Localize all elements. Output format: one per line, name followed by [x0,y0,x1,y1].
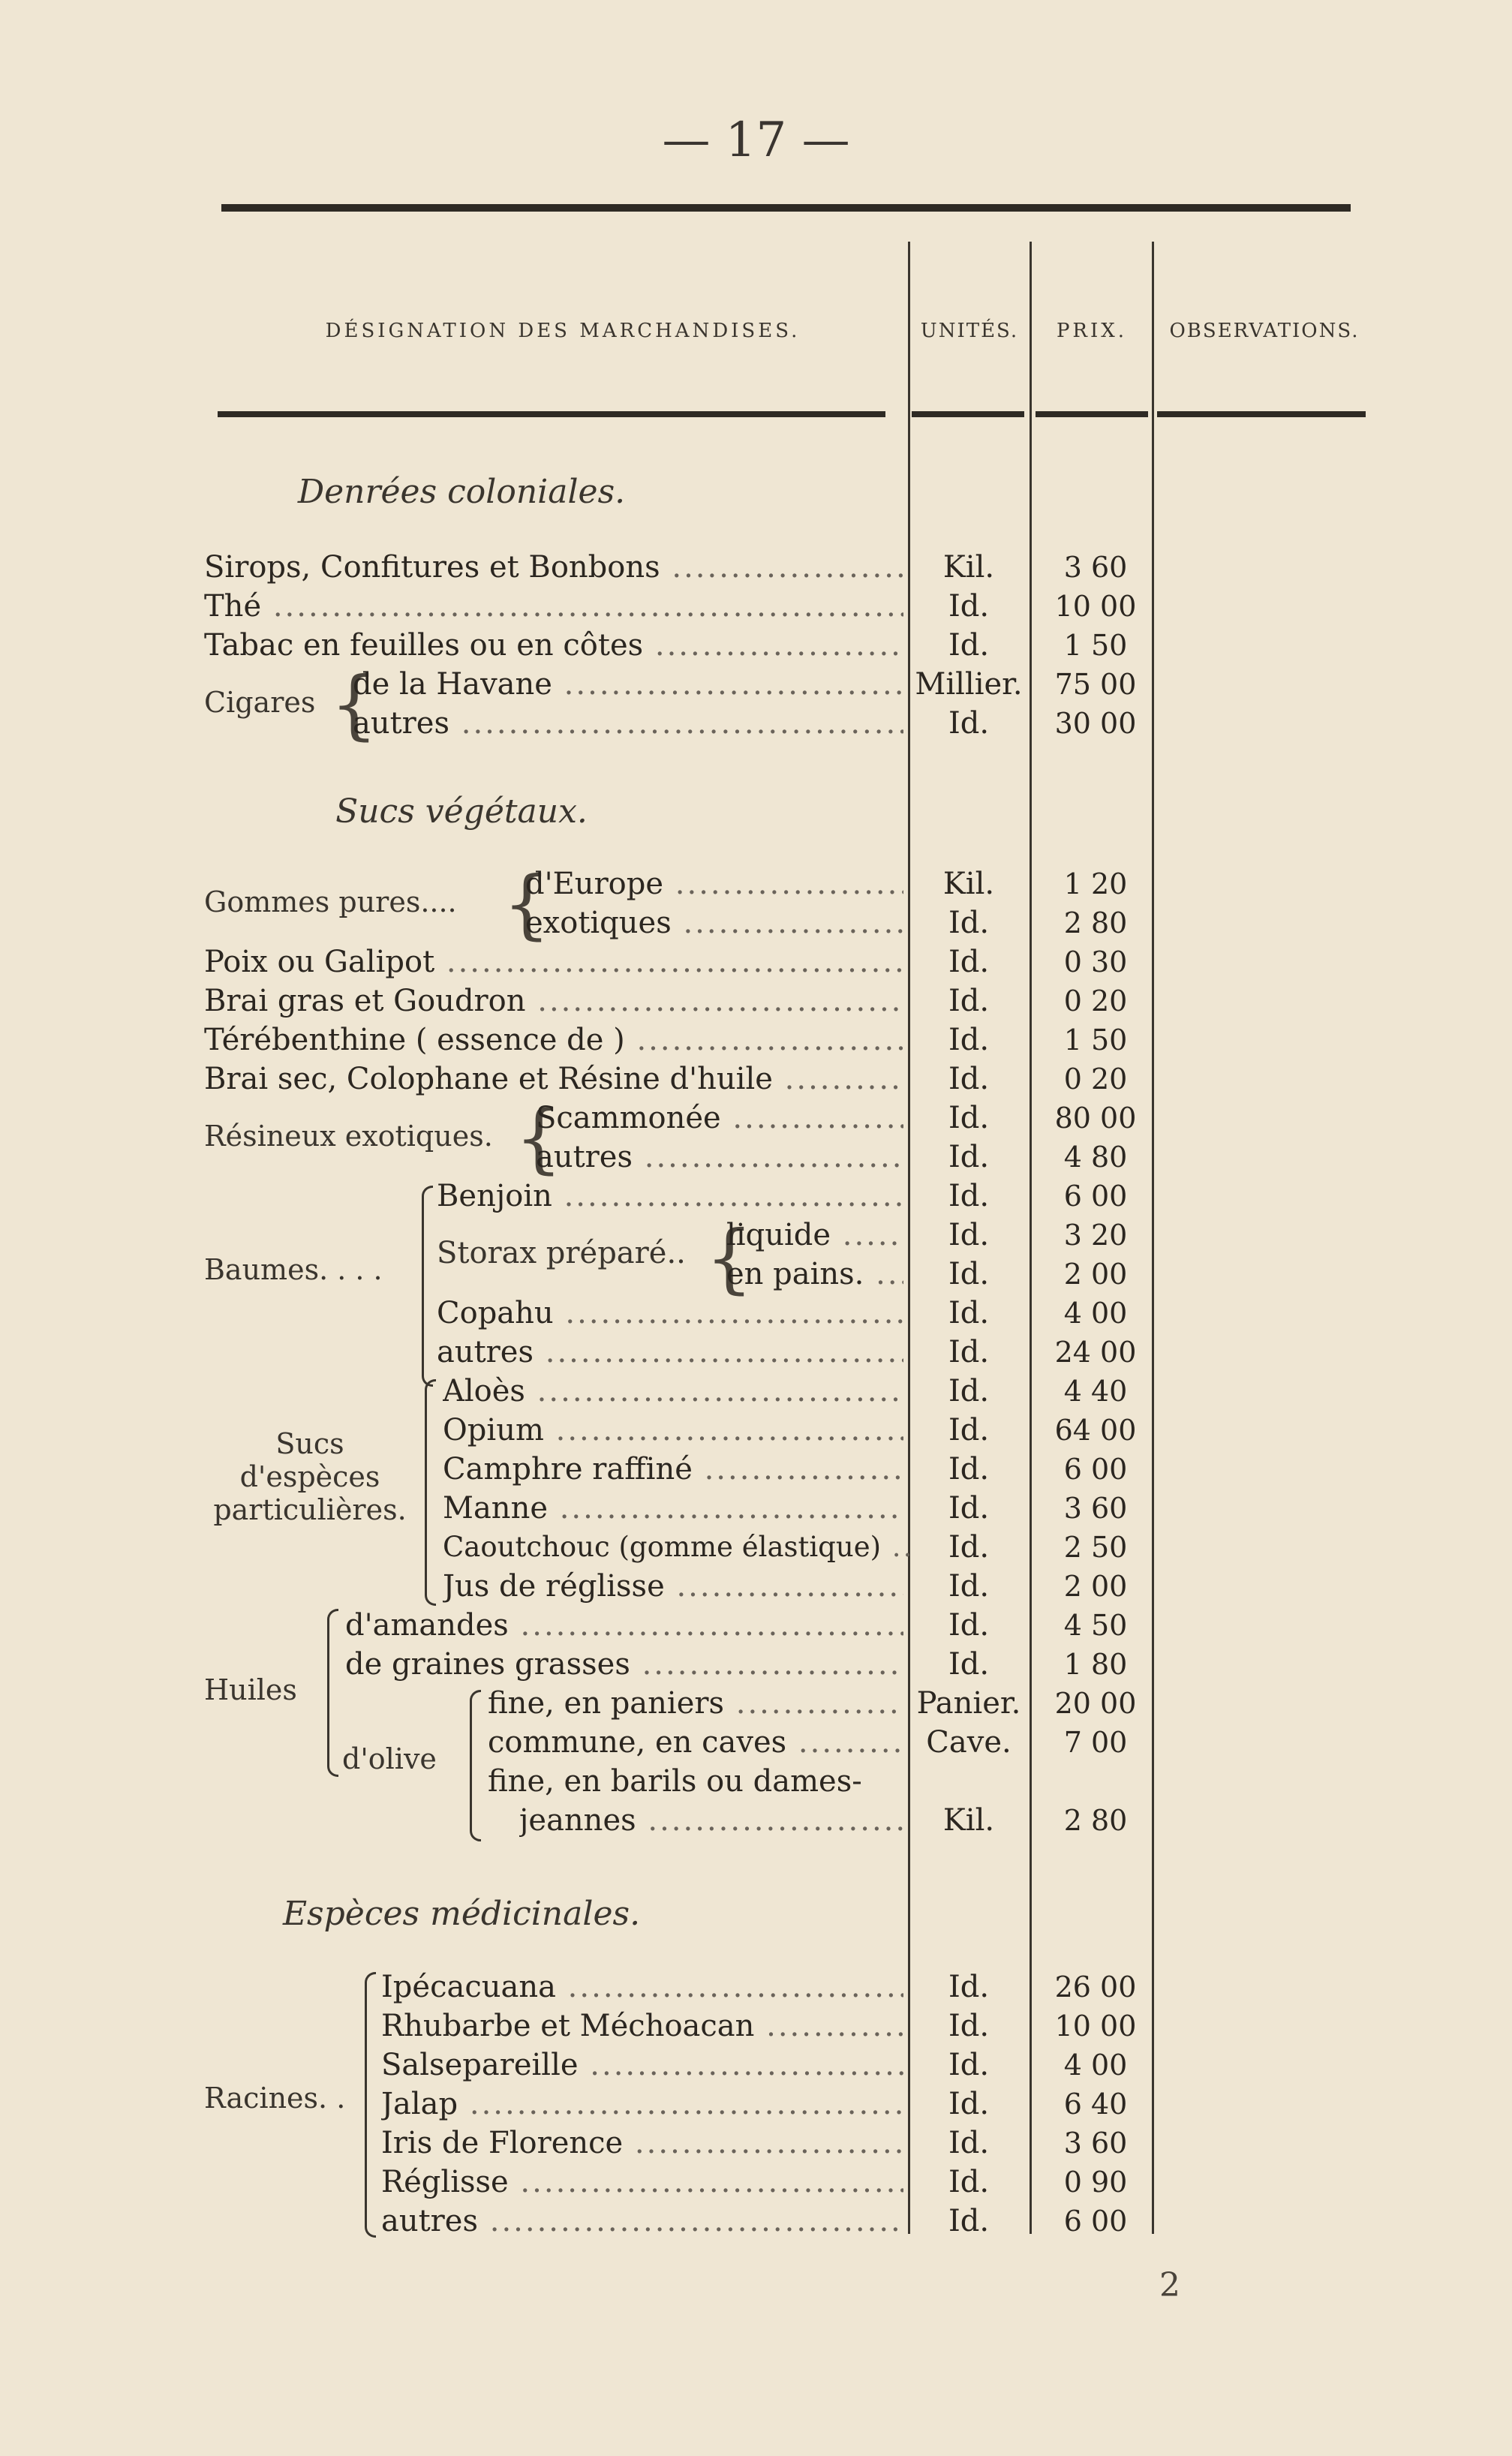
table-row [0,548,1159,587]
table-row [0,1021,1159,1060]
row-unit: Id. [948,1179,990,1213]
row-unit: Id. [948,2126,990,2160]
row-unit: Id. [948,906,990,940]
row-price: 6 00 [1063,1453,1128,1486]
row-unit: Id. [948,1218,990,1252]
table-row [0,1968,1159,2007]
row-unit: Id. [948,589,990,624]
row-price: 24 00 [1054,1336,1137,1369]
row-label: en pains. ..... [726,1255,903,1294]
row-price: 75 00 [1054,668,1137,701]
header-rule-unites [912,411,1024,417]
row-unit: Kil. [942,867,995,901]
table-row [0,1450,1159,1489]
row-label: d'amandes ..... [345,1606,903,1645]
row-price: 0 20 [1063,985,1128,1018]
brace-gommes: { [503,860,551,948]
table-row [0,626,1159,665]
brace-cigares: { [330,660,378,748]
row-price: 2 50 [1063,1531,1128,1564]
row-price: 0 20 [1063,1063,1128,1096]
row-label: Térébenthine ( essence de ) ..... [204,1021,903,1060]
row-unit: Id. [948,1491,990,1526]
group-huiles: Huiles [204,1673,297,1706]
group-olive: d'olive [342,1742,437,1775]
row-label: Caoutchouc (gomme élastique) ..... [443,1528,909,1567]
table-row [0,1099,1159,1138]
brace-storax: { [705,1214,753,1302]
row-price: 3 60 [1063,551,1128,584]
row-label: Tabac en feuilles ou en côtes ..... [204,626,903,665]
group-resineux: Résineux exotiques. [204,1120,493,1153]
row-label: Sirops, Confitures et Bonbons ..... [204,548,903,587]
row-price: 2 80 [1063,1804,1128,1837]
row-price: 2 80 [1063,906,1128,939]
header-observations: OBSERVATIONS. [1169,320,1360,342]
row-label: de graines grasses ..... [345,1645,903,1684]
row-unit: Id. [948,2165,990,2199]
row-price: 0 30 [1063,945,1128,978]
row-price: 26 00 [1054,1971,1137,2004]
row-unit: Id. [948,2204,990,2238]
row-price: 0 90 [1063,2166,1128,2199]
row-unit: Id. [948,1374,990,1408]
group-racines: Racines. . [204,2082,346,2115]
group-gommes: Gommes pures.... [204,885,457,918]
group-cigares: Cigares [204,686,316,719]
row-unit: Id. [948,1452,990,1487]
row-label: Opium ..... [443,1411,903,1450]
table-row [0,864,1159,903]
row-price: 4 50 [1063,1609,1128,1642]
header-rule-designation [218,411,885,417]
section-vegetaux: Sucs végétaux. [335,792,588,831]
row-unit: Id. [948,1257,990,1291]
row-label: Salsepareille ..... [381,2046,903,2085]
row-price: 1 20 [1063,867,1128,900]
page-number: — 17 — [662,113,850,168]
table-row [0,1138,1159,1177]
row-label: autres ..... [536,1138,903,1177]
group-storax: Storax préparé.. [437,1236,686,1270]
row-unit: Id. [948,984,990,1018]
table-row [0,1723,1159,1762]
table-row [0,2202,1159,2241]
row-label: Brai gras et Goudron ..... [204,981,903,1021]
table-row [0,942,1159,981]
signature-mark: 2 [1159,2266,1180,2304]
table-row [0,1801,1159,1840]
table-row [0,1216,1159,1255]
row-price: 30 00 [1054,707,1137,740]
row-label: Thé ..... [204,587,903,626]
row-unit: Millier. [915,667,1023,702]
table-row [0,1372,1159,1411]
row-unit: Id. [948,1023,990,1057]
row-label: Scammonée ..... [536,1099,903,1138]
header-rule-prix [1036,411,1148,417]
table-row [0,587,1159,626]
row-unit: Id. [948,1101,990,1135]
table-row [0,903,1159,942]
row-unit: Id. [948,1569,990,1604]
row-price: 4 00 [1063,2049,1128,2082]
row-price: 1 50 [1063,629,1128,662]
group-sucs: Sucs d'espèces particulières. [213,1427,407,1526]
row-label: Camphre raffiné ..... [443,1450,903,1489]
row-unit: Id. [948,628,990,663]
table-row [0,1294,1159,1333]
row-price: 10 00 [1054,590,1137,623]
header-rule-observations [1157,411,1366,417]
table-row [0,1762,1159,1801]
row-price: 6 40 [1063,2088,1128,2121]
table-row [0,665,1159,704]
row-label: Ipécacuana ..... [381,1968,903,2007]
row-unit: Id. [948,2009,990,2043]
table-row [0,1645,1159,1684]
row-label: Rhubarbe et Méchoacan ..... [381,2007,903,2046]
table-row [0,1567,1159,1606]
row-label: autres ..... [353,704,903,743]
table-row [0,2007,1159,2046]
row-unit: Id. [948,1608,990,1643]
table-row [0,1684,1159,1723]
header-designation: DÉSIGNATION DES MARCHANDISES. [325,320,801,342]
table-row [0,1177,1159,1216]
row-price: 20 00 [1054,1687,1137,1720]
row-label: autres ..... [381,2202,903,2241]
table-row [0,2046,1159,2085]
row-price: 6 00 [1063,2205,1128,2238]
table-row [0,1528,1159,1567]
section-medicinales: Espèces médicinales. [282,1895,641,1933]
row-label: Benjoin ..... [437,1177,903,1216]
row-unit: Id. [948,2048,990,2082]
row-label: d'Europe ..... [525,864,903,903]
row-label: Aloès ..... [443,1372,903,1411]
row-label: Poix ou Galipot ..... [204,942,903,981]
row-price: 2 00 [1063,1258,1128,1291]
row-label: exotiques ..... [525,903,903,942]
top-rule [221,204,1351,212]
row-label: liquide ..... [726,1216,903,1255]
table-row [0,1060,1159,1099]
row-price: 3 60 [1063,1492,1128,1525]
header-prix: PRIX. [1056,320,1128,342]
table-row [0,1333,1159,1372]
row-unit: Id. [948,1062,990,1096]
table-row [0,1606,1159,1645]
row-price: 6 00 [1063,1180,1128,1213]
row-unit: Id. [948,1970,990,2004]
row-price: 80 00 [1054,1102,1137,1135]
table-row [0,1411,1159,1450]
row-unit: Id. [948,1296,990,1330]
row-label: jeannes ..... [519,1801,903,1840]
row-price: 4 40 [1063,1375,1128,1408]
row-label: Iris de Florence ..... [381,2124,903,2163]
row-unit: Id. [948,1530,990,1565]
row-price: 4 80 [1063,1141,1128,1174]
row-label: fine, en barils ou dames- [488,1764,862,1799]
row-price: 4 00 [1063,1297,1128,1330]
header-unites: UNITÉS. [920,320,1019,342]
row-unit: Kil. [942,1803,995,1838]
row-label: Réglisse ..... [381,2163,903,2202]
section-coloniales: Denrées coloniales. [297,473,626,511]
row-label: Jalap ..... [381,2085,903,2124]
row-label: Jus de réglisse ..... [443,1567,903,1606]
row-unit: Id. [948,706,990,741]
row-unit: Id. [948,1647,990,1682]
row-price: 7 00 [1063,1726,1128,1759]
table-row [0,2163,1159,2202]
table-row [0,2085,1159,2124]
row-price: 10 00 [1054,2010,1137,2043]
row-unit: Panier. [916,1686,1021,1721]
table-row [0,1255,1159,1294]
row-price: 3 60 [1063,2127,1128,2160]
row-price: 1 50 [1063,1024,1128,1057]
row-label: autres ..... [437,1333,903,1372]
row-price: 64 00 [1054,1414,1137,1447]
row-unit: Id. [948,1335,990,1369]
row-unit: Kil. [942,550,995,585]
row-unit: Id. [948,1140,990,1174]
row-label: fine, en paniers ..... [488,1684,903,1723]
row-label: commune, en caves ..... [488,1723,903,1762]
row-label: Copahu ..... [437,1294,903,1333]
row-label: Brai sec, Colophane et Résine d'huile ..... [204,1060,903,1099]
table-row [0,704,1159,743]
table-row [0,981,1159,1021]
table-row [0,1489,1159,1528]
row-price: 2 00 [1063,1570,1128,1603]
row-price: 3 20 [1063,1219,1128,1252]
row-label: Manne ..... [443,1489,903,1528]
row-label: de la Havane ..... [353,665,903,704]
row-unit: Id. [948,945,990,979]
row-unit: Id. [948,2087,990,2121]
row-price: 1 80 [1063,1648,1128,1681]
table-row [0,2124,1159,2163]
row-unit: Cave. [926,1725,1012,1760]
group-baumes: Baumes. . . . [204,1253,383,1286]
brace-resineux: { [515,1094,563,1182]
row-unit: Id. [948,1413,990,1447]
